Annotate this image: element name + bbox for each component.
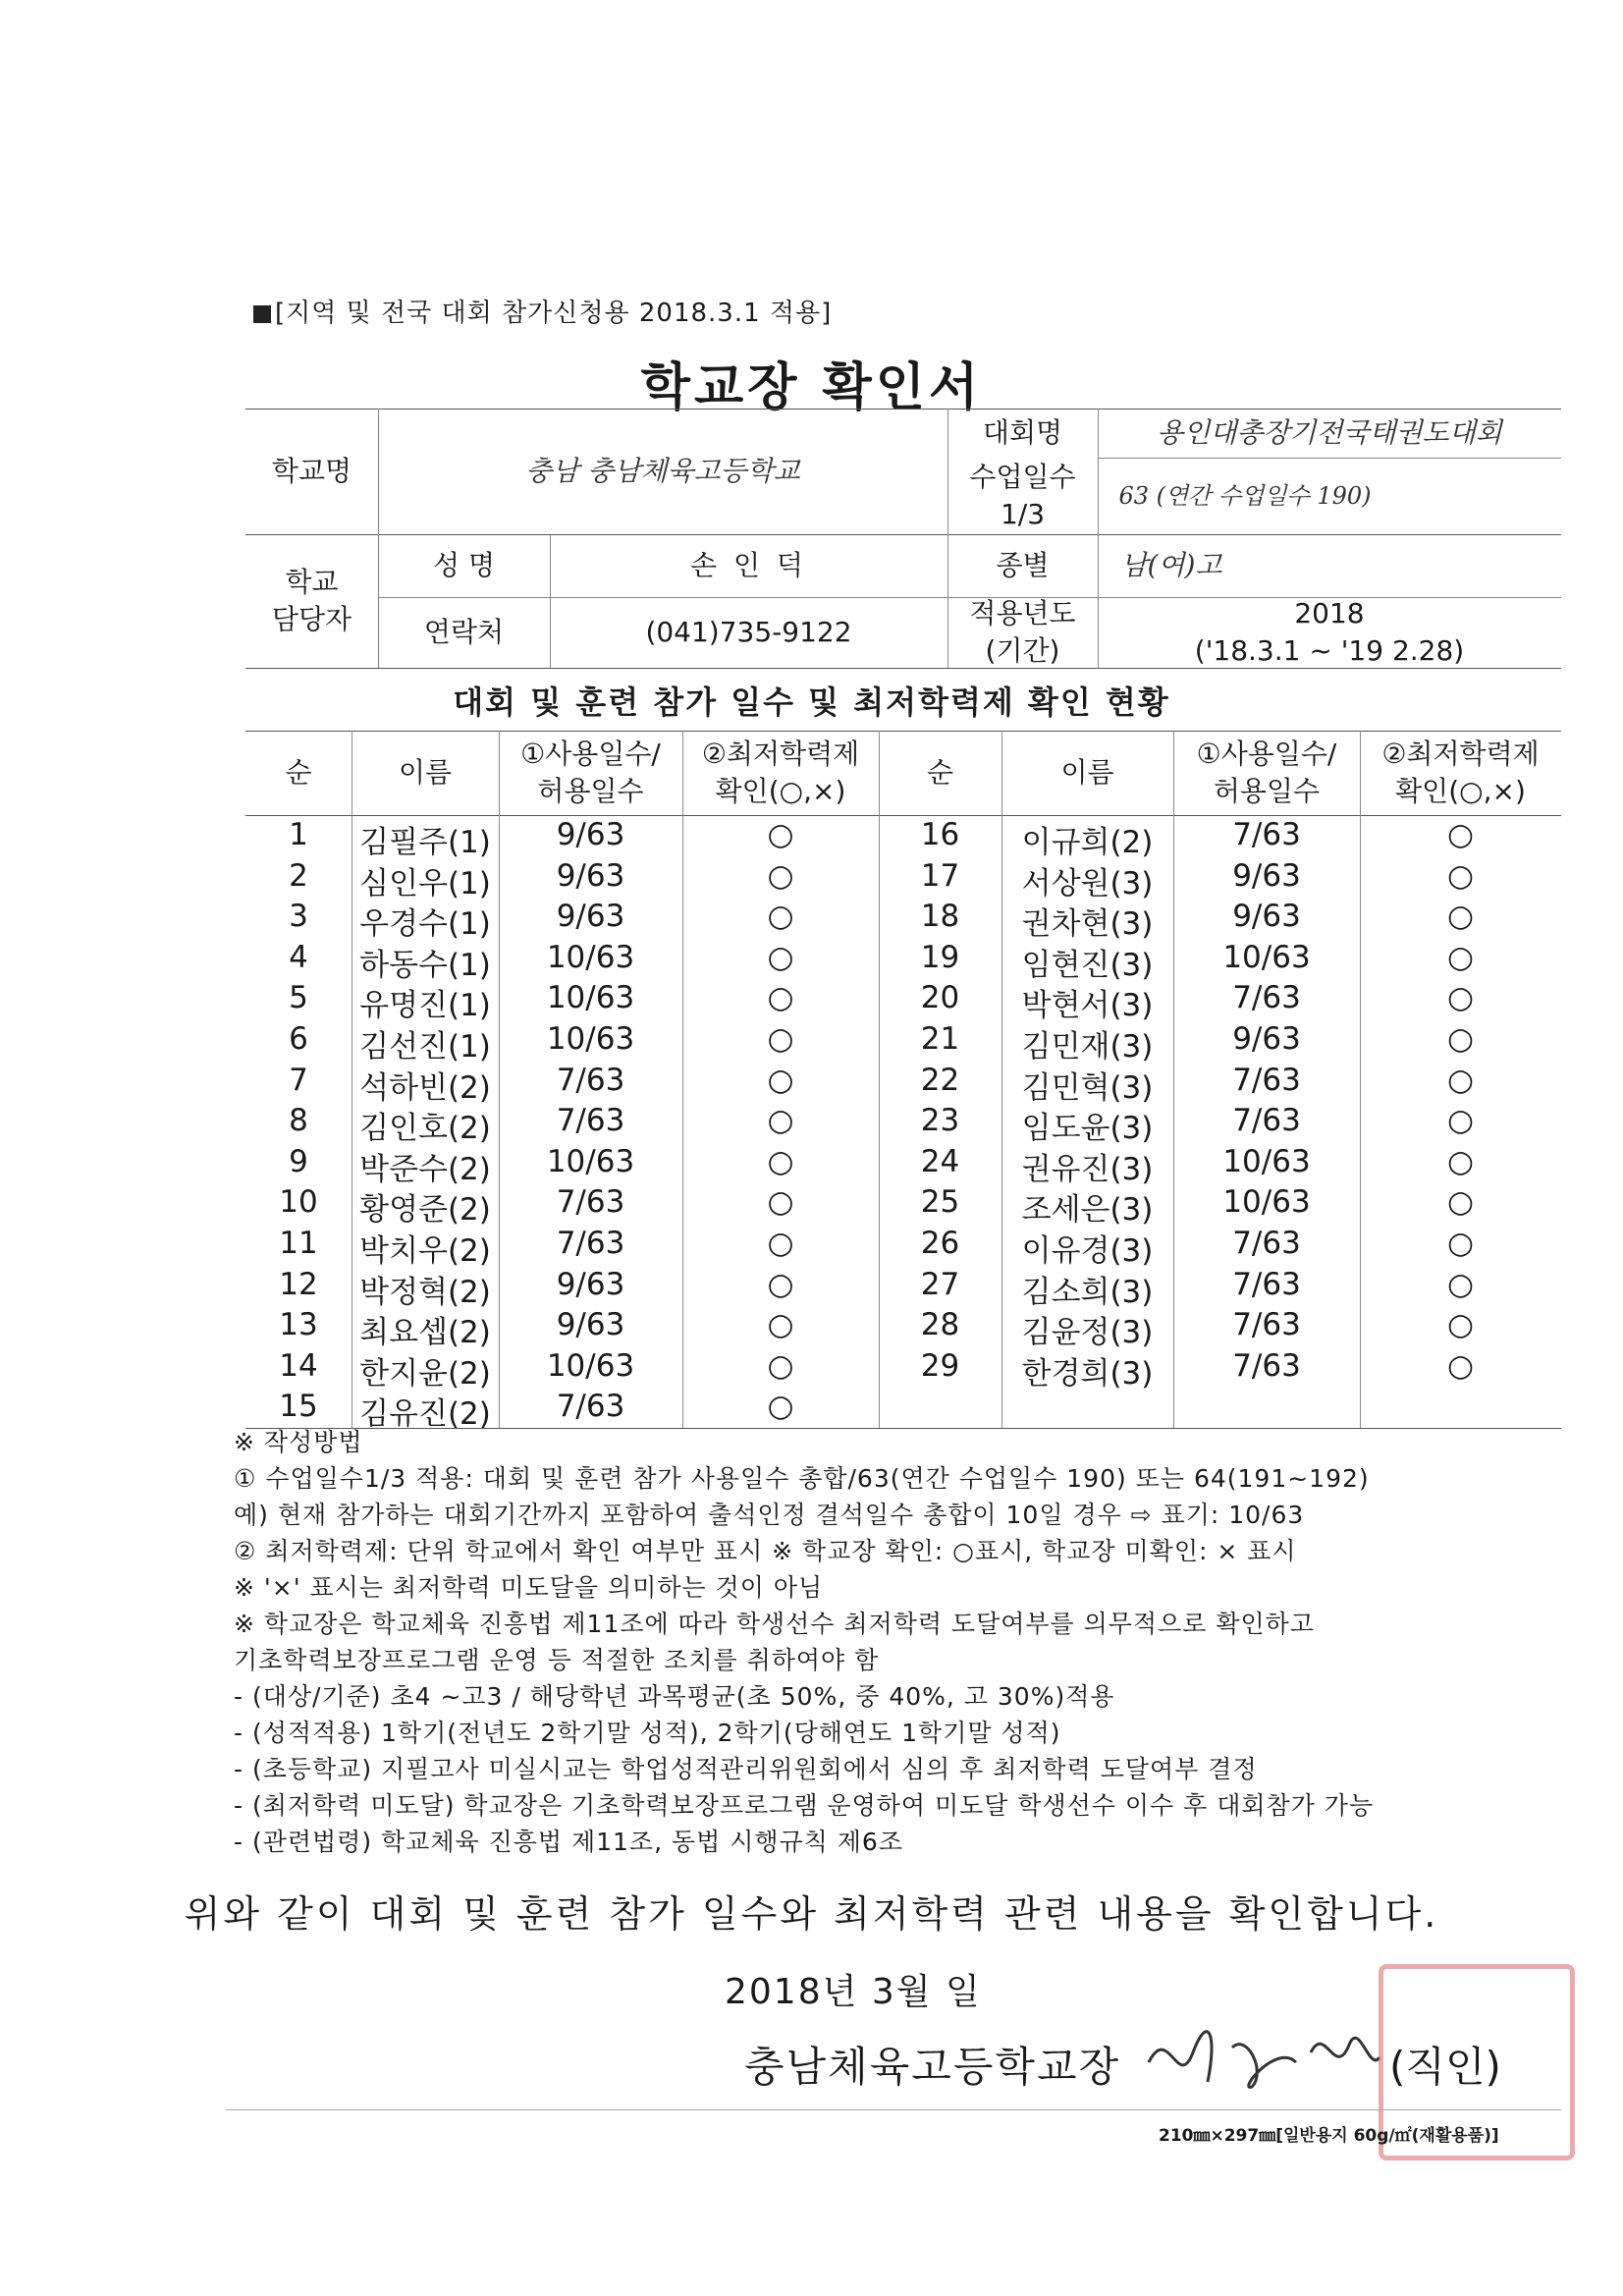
- student-days-cell: 9/63: [556, 1266, 625, 1302]
- student-name-cell: 황영준(2): [359, 1192, 491, 1229]
- student-no-cell: 7: [289, 1062, 308, 1098]
- student-no-cell: 28: [920, 1307, 960, 1343]
- student-no-cell: 4: [289, 939, 308, 975]
- instruction-line: - (관련법령) 학교체육 진흥법 제11조, 동법 시행규칙 제6조: [234, 1828, 903, 1856]
- header-check-left-line2: 확인(○,×): [715, 775, 846, 807]
- student-days-cell: 7/63: [556, 1184, 625, 1221]
- student-name-cell: 권유진(3): [1021, 1151, 1154, 1187]
- year-value-line2: ('18.3.1 ~ '19 2.28): [1194, 634, 1465, 667]
- student-check-cell: ○: [767, 1143, 794, 1179]
- student-days-cell: 7/63: [556, 1226, 625, 1261]
- instruction-line: - (대상/기준) 초4 ~고3 / 해당학년 과목평균(초 50%, 중 40%, 고 30%)적용: [234, 1682, 1115, 1711]
- student-no-cell: 27: [920, 1266, 960, 1302]
- instruction-line: 예) 현재 참가하는 대회기간까지 포함하여 출석인정 결석일수 총합이 10일 경우 ⇨ 표기: 10/63: [234, 1501, 1305, 1529]
- confirmation-statement: 위와 같이 대회 및 훈련 참가 일수와 최저학력 관련 내용을 확인합니다.: [184, 1892, 1439, 1936]
- square-bullet-icon: [253, 305, 271, 323]
- student-check-cell: ○: [767, 939, 794, 975]
- header-days-right-line2: 허용일수: [1213, 775, 1321, 807]
- student-no-cell: 29: [920, 1347, 960, 1384]
- student-name-cell: 김유진(2): [359, 1396, 491, 1433]
- handwritten-signature: [1139, 2003, 1394, 2111]
- student-no-cell: 22: [920, 1062, 960, 1098]
- student-days-cell: 7/63: [1232, 1062, 1301, 1098]
- student-name-cell: 박정혁(2): [359, 1274, 491, 1310]
- contest-value: 용인대총장기전국태권도대회: [1157, 416, 1502, 450]
- document-title: 학교장 확인서: [640, 358, 983, 417]
- student-days-cell: 9/63: [1232, 899, 1301, 935]
- instruction-line: - (성적적용) 1학기(전년도 2학기말 성적), 2학기(당해연도 1학기말 성적): [234, 1719, 1061, 1747]
- student-name-cell: 박현서(3): [1021, 988, 1154, 1024]
- student-days-cell: 9/63: [1232, 1021, 1301, 1057]
- student-no-cell: 17: [920, 857, 960, 894]
- form-type-note: [지역 및 전국 대회 참가신청용 2018.3.1 적용]: [253, 293, 832, 329]
- student-no-cell: 5: [289, 980, 308, 1016]
- student-name-cell: 박치우(2): [359, 1233, 491, 1269]
- student-days-cell: 10/63: [546, 1143, 635, 1179]
- student-name-cell: 한지윤(2): [359, 1355, 491, 1392]
- student-check-cell: ○: [767, 1347, 794, 1384]
- student-name-cell: 석하빈(2): [359, 1069, 491, 1106]
- header-check-left: [682, 731, 879, 815]
- student-name-cell: 조세은(3): [1021, 1192, 1154, 1229]
- contest-label: 대회명: [982, 416, 1063, 450]
- student-no-cell: 13: [279, 1307, 318, 1343]
- student-days-cell: 7/63: [1232, 1266, 1301, 1302]
- student-check-cell: ○: [767, 980, 794, 1016]
- name-label: 성 명: [433, 549, 495, 582]
- student-no-cell: 21: [920, 1021, 960, 1057]
- instruction-line: ① 수업일수1/3 적용: 대회 및 훈련 참가 사용일수 총합/63(연간 수업일수 190) 또는 64(191~192): [234, 1464, 1370, 1493]
- student-days-cell: 7/63: [556, 1389, 625, 1425]
- student-name-cell: 이유경(3): [1021, 1233, 1154, 1269]
- student-days-cell: 7/63: [1232, 817, 1301, 852]
- manager-label: [245, 534, 378, 668]
- student-days-cell: 10/63: [546, 1347, 635, 1384]
- student-no-cell: 10: [279, 1184, 318, 1221]
- contact-label: 연락처: [423, 616, 505, 649]
- student-name-cell: 김선진(1): [359, 1029, 491, 1065]
- year-value: [1098, 597, 1561, 668]
- student-days-cell: 7/63: [556, 1062, 625, 1098]
- paper-spec: 210㎜×297㎜[일반용지 60g/㎡(재활용품)]: [1159, 2126, 1499, 2146]
- instruction-line: ※ 학교장은 학교체육 진흥법 제11조에 따라 학생선수 최저학력 도달여부를 의무적으로 확인하고: [234, 1610, 1315, 1638]
- year-label: [947, 597, 1098, 668]
- instruction-line: ※ 작성방법: [234, 1428, 363, 1456]
- student-days-cell: 9/63: [556, 857, 625, 894]
- class-days-value: 63 (연간 수업일수 190): [1118, 481, 1372, 510]
- header-check-left-line1: ②최저학력제: [701, 738, 860, 771]
- year-label-line2: (기간): [985, 634, 1060, 667]
- student-no-cell: 18: [920, 899, 960, 935]
- student-no-cell: 20: [920, 980, 960, 1016]
- student-name-cell: 이규희(2): [1021, 825, 1154, 860]
- student-name-cell: 김민혁(3): [1021, 1069, 1154, 1106]
- student-check-cell: ○: [1446, 1307, 1475, 1343]
- section-title: 대회 및 훈련 참가 일수 및 최저학력제 확인 현황: [453, 683, 1170, 721]
- student-check-cell: ○: [1446, 1143, 1475, 1179]
- student-no-cell: 2: [289, 857, 308, 894]
- writing-instructions: [234, 1424, 1374, 1860]
- student-check-cell: ○: [767, 1062, 794, 1098]
- student-days-cell: 10/63: [1222, 1184, 1311, 1221]
- seal-label: (직인): [1389, 2043, 1501, 2091]
- class-days-label: [947, 458, 1098, 534]
- student-check-cell: ○: [767, 1021, 794, 1057]
- school-name-label: 학교명: [271, 455, 352, 488]
- student-days-cell: 9/63: [556, 1307, 625, 1343]
- student-check-cell: ○: [767, 1226, 794, 1261]
- student-check-cell: ○: [1446, 1103, 1475, 1139]
- student-check-cell: ○: [1446, 899, 1475, 935]
- student-days-cell: 7/63: [1232, 980, 1301, 1016]
- student-no-cell: 24: [920, 1143, 960, 1179]
- year-label-line1: 적용년도: [969, 597, 1076, 630]
- student-no-cell: 11: [279, 1226, 318, 1261]
- student-name-cell: 김소희(3): [1021, 1274, 1154, 1310]
- student-days-cell: 7/63: [1232, 1307, 1301, 1343]
- student-check-cell: ○: [1446, 1021, 1475, 1057]
- header-check-right-line2: 확인(○,×): [1395, 775, 1526, 807]
- student-check-cell: ○: [767, 857, 794, 894]
- header-days-right-line1: ①사용일수/: [1196, 738, 1337, 771]
- student-no-cell: 19: [920, 939, 960, 975]
- header-days-right: [1173, 731, 1360, 815]
- header-days-left-line1: ①사용일수/: [520, 738, 661, 771]
- student-days-cell: 10/63: [1222, 939, 1311, 975]
- student-no-cell: 3: [289, 899, 308, 935]
- header-no-left: 순: [285, 756, 312, 790]
- student-no-cell: 8: [289, 1103, 308, 1139]
- principal-title: 충남체육고등학교장: [744, 2043, 1121, 2091]
- student-check-cell: ○: [767, 1103, 794, 1139]
- student-days-cell: 9/63: [556, 817, 625, 852]
- student-check-cell: ○: [767, 899, 794, 935]
- student-name-cell: 하동수(1): [359, 947, 491, 983]
- header-name-left: 이름: [398, 756, 453, 790]
- student-days-cell: 10/63: [1222, 1143, 1311, 1179]
- student-name-cell: 임도윤(3): [1021, 1111, 1154, 1147]
- student-days-cell: 10/63: [546, 939, 635, 975]
- student-days-cell: 7/63: [1232, 1226, 1301, 1261]
- manager-name-value: 손 인 덕: [690, 549, 807, 582]
- manager-label-line1: 학교: [285, 566, 339, 599]
- student-check-cell: ○: [1446, 939, 1475, 975]
- student-days-cell: 7/63: [1232, 1103, 1301, 1139]
- student-no-cell: 6: [289, 1021, 308, 1057]
- student-days-cell: 7/63: [556, 1103, 625, 1139]
- student-name-cell: 김민재(3): [1021, 1029, 1154, 1065]
- student-check-cell: ○: [1446, 1226, 1475, 1261]
- header-no-right: 순: [926, 756, 954, 790]
- student-name-cell: 임현진(3): [1021, 947, 1154, 983]
- student-check-cell: ○: [1446, 857, 1475, 894]
- student-check-cell: ○: [767, 817, 794, 852]
- student-check-cell: ○: [767, 1184, 794, 1221]
- student-check-cell: ○: [1446, 1266, 1475, 1302]
- student-days-cell: 9/63: [1232, 857, 1301, 894]
- student-no-cell: 9: [289, 1143, 308, 1179]
- issue-date: 2018년 3월 일: [725, 1972, 982, 2012]
- student-name-cell: 우경수(1): [359, 906, 491, 943]
- student-check-cell: ○: [1446, 1184, 1475, 1221]
- student-no-cell: 25: [920, 1184, 960, 1221]
- student-days-cell: 7/63: [1232, 1347, 1301, 1384]
- school-name-value: 충남 충남체육고등학교: [525, 455, 800, 488]
- header-check-right: [1360, 731, 1561, 815]
- student-no-cell: 26: [920, 1226, 960, 1261]
- student-name-cell: 박준수(2): [359, 1151, 491, 1187]
- header-days-left: [499, 731, 682, 815]
- student-name-cell: 최요셉(2): [359, 1315, 491, 1351]
- student-name-cell: 김인호(2): [359, 1111, 491, 1147]
- student-days-cell: 9/63: [556, 899, 625, 935]
- student-days-cell: 10/63: [546, 980, 635, 1016]
- student-check-cell: ○: [767, 1307, 794, 1343]
- student-no-cell: 12: [279, 1266, 318, 1302]
- student-no-cell: 1: [289, 817, 308, 852]
- student-no-cell: 16: [920, 817, 960, 852]
- instruction-line: ※ '×' 표시는 최저학력 미도달을 의미하는 것이 아님: [234, 1573, 824, 1602]
- student-name-cell: 김필주(1): [359, 825, 491, 860]
- student-name-cell: 서상원(3): [1021, 865, 1154, 902]
- student-no-cell: 23: [920, 1103, 960, 1139]
- instruction-line: ② 최저학력제: 단위 학교에서 확인 여부만 표시 ※ 학교장 확인: ○표시, 학교장 미확인: × 표시: [234, 1537, 1297, 1565]
- student-check-cell: ○: [767, 1389, 794, 1425]
- student-days-cell: 10/63: [546, 1021, 635, 1057]
- gender-label: 종별: [996, 549, 1050, 582]
- contact-value: (041)735-9122: [645, 616, 852, 649]
- year-value-line1: 2018: [1294, 597, 1365, 630]
- manager-label-line2: 담당자: [271, 603, 352, 635]
- gender-value: 남(여)고: [1120, 549, 1222, 582]
- student-name-cell: 한경희(3): [1021, 1355, 1154, 1392]
- header-check-right-line1: ②최저학력제: [1381, 738, 1540, 771]
- instruction-line: - (초등학교) 지필고사 미실시교는 학업성적관리위원회에서 심의 후 최저학력 도달여부 결정: [234, 1755, 1258, 1783]
- header-name-right: 이름: [1060, 756, 1114, 790]
- instruction-line: 기초학력보장프로그램 운영 등 적절한 조치를 취하여야 함: [234, 1646, 880, 1674]
- student-no-cell: 15: [279, 1389, 318, 1425]
- class-days-label-line1: 수업일수: [969, 461, 1076, 494]
- header-days-left-line2: 허용일수: [537, 775, 644, 807]
- student-check-cell: ○: [767, 1266, 794, 1302]
- student-check-cell: ○: [1446, 1347, 1475, 1384]
- student-check-cell: ○: [1446, 980, 1475, 1016]
- instruction-line: - (최저학력 미도달) 학교장은 기초학력보장프로그램 운영하여 미도달 학생선수 이수 후 대회참가 가능: [234, 1791, 1375, 1820]
- student-name-cell: 김윤정(3): [1021, 1315, 1154, 1351]
- student-name-cell: 권차현(3): [1021, 906, 1154, 943]
- student-check-cell: ○: [1446, 817, 1475, 852]
- student-no-cell: 14: [279, 1347, 318, 1384]
- class-days-label-line2: 1/3: [1000, 498, 1046, 530]
- student-name-cell: 심인우(1): [359, 865, 491, 902]
- student-name-cell: 유명진(1): [359, 988, 491, 1024]
- student-check-cell: ○: [1446, 1062, 1475, 1098]
